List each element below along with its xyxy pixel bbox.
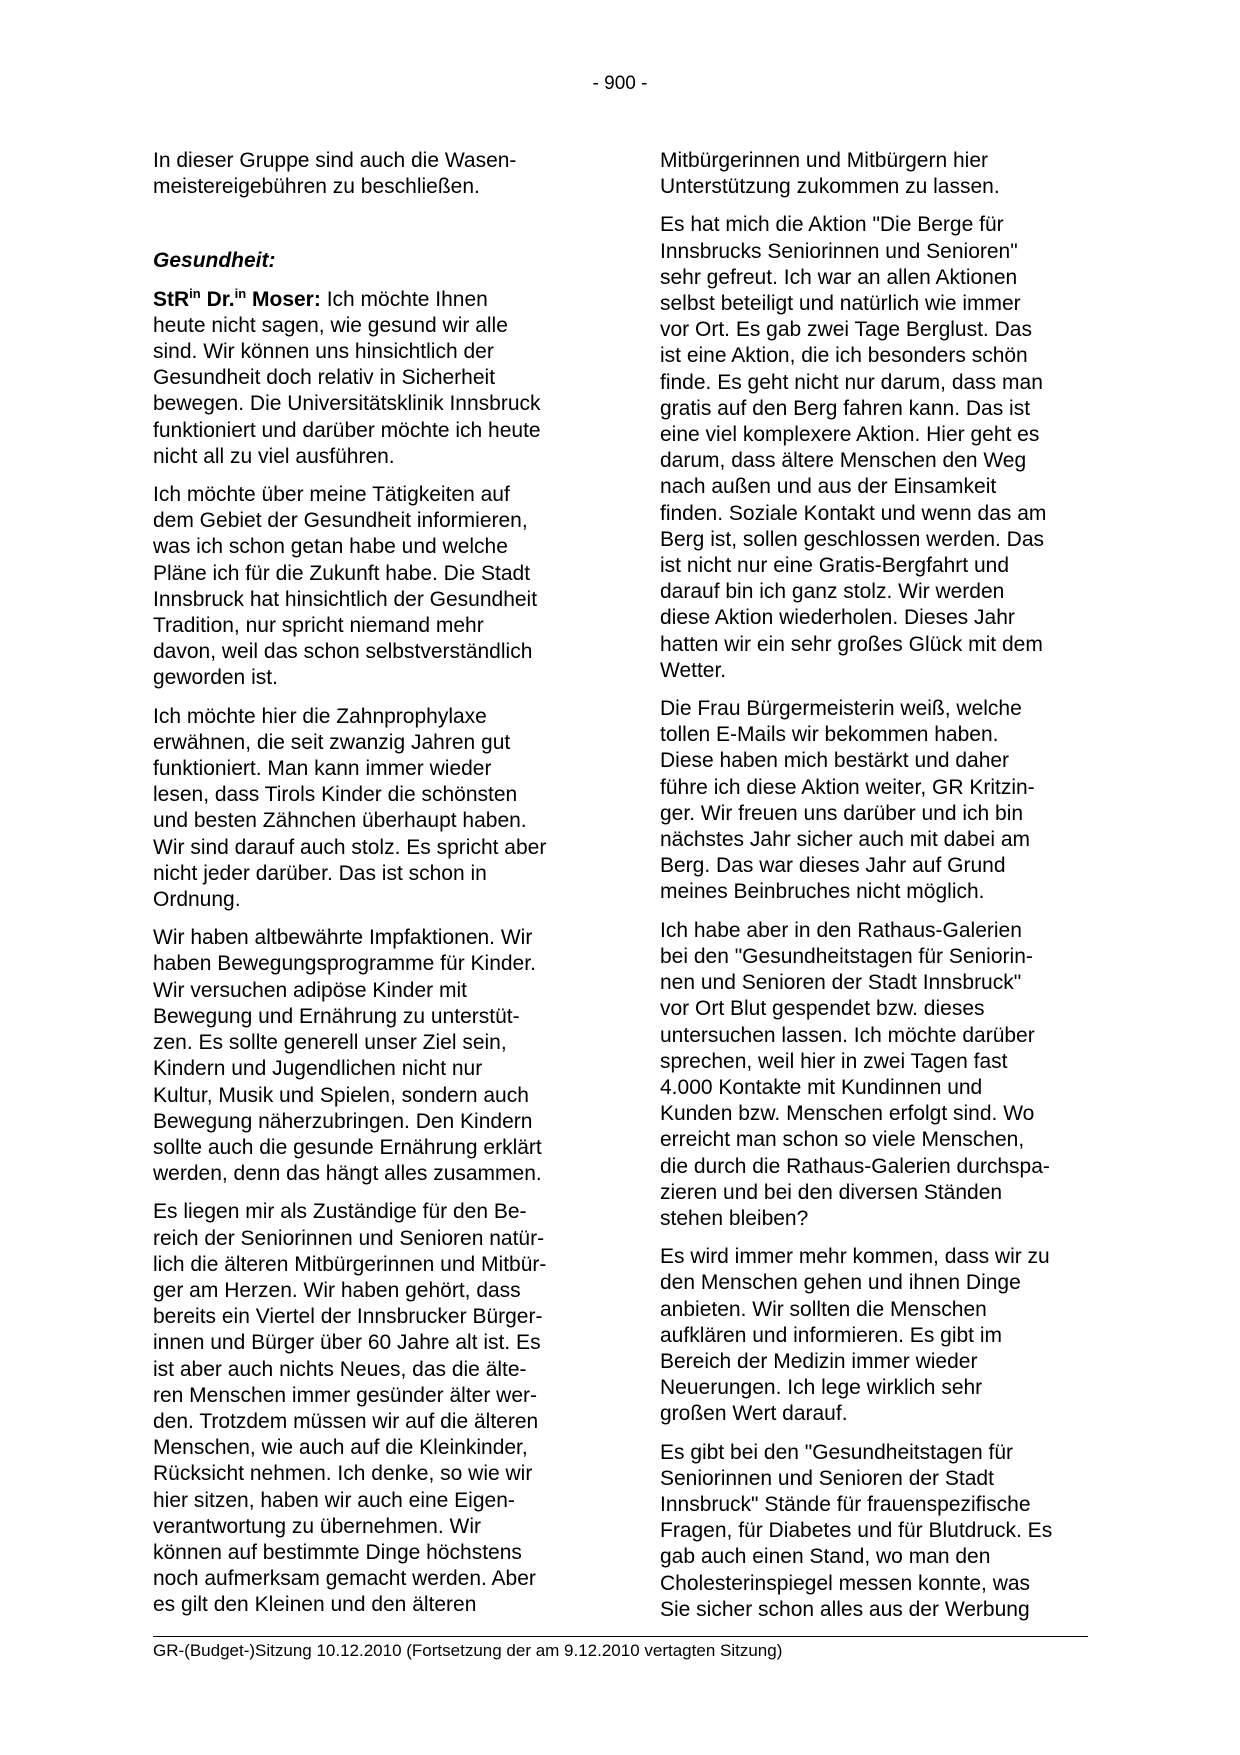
right-column <box>660 148 1100 1635</box>
text-line: ist aber auch nichts Neues, das die älte- <box>153 1357 527 1381</box>
speaker-line: StR$^{in}$ Dr.$^{in}$ Moser: Ich möchte Ihnen <box>153 285 488 311</box>
text-line: aufklären und informieren. Es gibt im <box>660 1323 1002 1347</box>
text-line: sprechen, weil hier in zwei Tagen fast <box>660 1049 1008 1073</box>
paragraph <box>660 918 1100 1232</box>
speaker-name: StR$^{in}$ Dr.$^{in}$ Moser: <box>153 285 321 311</box>
text-line: meistereigebühren zu beschließen. <box>153 175 480 199</box>
text-line: eine viel komplexere Aktion. Hier geht es <box>660 423 1040 447</box>
text-line: Berg ist, sollen geschlossen werden. Das <box>660 527 1045 551</box>
text-line: Bereich der Medizin immer wieder <box>660 1349 978 1373</box>
text-line: sollte auch die gesunde Ernährung erklärt <box>153 1135 542 1159</box>
text-line: nicht jeder darüber. Das ist schon in <box>153 861 487 885</box>
text-line: lesen, dass Tirols Kinder die schönsten <box>153 783 518 807</box>
text-line: innen und Bürger über 60 Jahre alt ist. Es <box>153 1331 541 1355</box>
speaker-paragraph <box>153 287 593 470</box>
text-line: führe ich diese Aktion weiter, GR Kritzin- <box>660 775 1035 799</box>
text-line: gratis auf den Berg fahren kann. Das ist <box>660 396 1031 420</box>
text-line: funktioniert. Man kann immer wieder <box>153 757 492 781</box>
text-line: hatten wir ein sehr großes Glück mit dem <box>660 632 1043 656</box>
text-line: selbst beteiligt und natürlich wie immer <box>660 292 1021 316</box>
text-line: finde. Es geht nicht nur darum, dass man <box>660 370 1043 394</box>
text-line: In dieser Gruppe sind auch die Wasen- <box>153 149 517 172</box>
text-line: ger. Wir freuen uns darüber und ich bin <box>660 801 1024 825</box>
text-line: ist nicht nur eine Gratis-Bergfahrt und <box>660 554 1010 578</box>
footer-text: GR-(Budget-)Sitzung 10.12.2010 (Fortsetzung der am 9.12.2010 vertagten Sitzung) <box>153 1641 783 1660</box>
text-line: darauf bin ich ganz stolz. Wir werden <box>660 580 1005 604</box>
text-line: Innsbruck hat hinsichtlich der Gesundheit <box>153 587 538 611</box>
text-line: großen Wert darauf. <box>660 1402 848 1426</box>
text-line: Die Frau Bürgermeisterin weiß, welche <box>660 697 1022 721</box>
text-line: gab auch einen Stand, wo man den <box>660 1545 991 1569</box>
text-line: nach außen und aus der Einsamkeit <box>660 475 997 499</box>
text-line: Bewegung und Ernährung zu unterstüt- <box>153 1004 520 1028</box>
text-line: Kunden bzw. Menschen erfolgt sind. Wo <box>660 1102 1035 1126</box>
text-line: finden. Soziale Kontakt und wenn das am <box>660 501 1047 525</box>
text-line: Menschen, wie auch auf die Kleinkinder, <box>153 1436 528 1460</box>
text-line: den. Trotzdem müssen wir auf die älteren <box>153 1409 539 1433</box>
text-line: verantwortung zu übernehmen. Wir <box>153 1514 481 1538</box>
text-line: vor Ort. Es gab zwei Tage Berglust. Das <box>660 318 1032 342</box>
text-line: und besten Zähnchen überhaupt haben. <box>153 809 527 833</box>
text-line: den Menschen gehen und ihnen Dinge <box>660 1271 1021 1295</box>
text-line: nächstes Jahr sicher auch mit dabei am <box>660 828 1031 852</box>
text-line: reich der Seniorinnen und Senioren natür- <box>153 1226 545 1250</box>
text-line: Es gibt bei den "Gesundheitstagen für <box>660 1440 1014 1464</box>
paragraph <box>660 148 1100 200</box>
text-line: erreicht man schon so viele Menschen, <box>660 1128 1025 1152</box>
text-line: hier sitzen, haben wir auch eine Eigen- <box>153 1488 515 1512</box>
text-line: zieren und bei den diversen Ständen <box>660 1180 1003 1204</box>
text-line: Rücksicht nehmen. Ich denke, so wie wir <box>153 1462 533 1486</box>
text-line: bereits ein Viertel der Innsbrucker Bürger- <box>153 1305 543 1329</box>
paragraph <box>153 482 593 692</box>
paragraph <box>660 212 1100 684</box>
text-line: Es wird immer mehr kommen, dass wir zu <box>660 1245 1050 1269</box>
text-line: bei den "Gesundheitstagen für Seniorin- <box>660 944 1033 968</box>
text-line: Unterstützung zukommen zu lassen. <box>660 175 1000 199</box>
text-line: geworden ist. <box>153 666 278 690</box>
text-line: die durch die Rathaus-Galerien durchspa- <box>660 1154 1050 1178</box>
text-line: untersuchen lassen. Ich möchte darüber <box>660 1023 1035 1047</box>
text-line: Tradition, nur spricht niemand mehr <box>153 614 484 638</box>
text-line: zen. Es sollte generell unser Ziel sein, <box>153 1031 507 1055</box>
paragraph <box>660 1244 1100 1427</box>
text-line: sind. Wir können uns hinsichtlich der <box>153 340 494 364</box>
speaker-paragraph-lines <box>153 313 593 470</box>
text-line: es gilt den Kleinen und den älteren <box>153 1593 477 1617</box>
text-line: Es hat mich die Aktion "Die Berge für <box>660 213 1004 237</box>
text-line: Bewegung näherzubringen. Den Kindern <box>153 1109 533 1133</box>
text-line: Pläne ich für die Zukunft habe. Die Stadt <box>153 561 531 585</box>
text-line: Wir sind darauf auch stolz. Es spricht aber <box>153 835 547 859</box>
text-line: Ich möchte über meine Tätigkeiten auf <box>153 483 510 507</box>
text-line: sehr gefreut. Ich war an allen Aktionen <box>660 265 1018 289</box>
text-line: Neuerungen. Ich lege wirklich sehr <box>660 1376 983 1400</box>
text-line: diese Aktion wiederholen. Dieses Jahr <box>660 606 1015 630</box>
text-line: Mitbürgerinnen und Mitbürgern hier <box>660 149 989 172</box>
text-line: anbieten. Wir sollten die Menschen <box>660 1297 987 1321</box>
text-line: davon, weil das schon selbstverständlich <box>153 640 533 664</box>
text-line: Fragen, für Diabetes und für Blutdruck. Es <box>660 1519 1053 1543</box>
text-line: werden, denn das hängt alles zusammen. <box>153 1162 542 1186</box>
text-line: Sie sicher schon alles aus der Werbung <box>660 1597 1030 1621</box>
text-line: Kultur, Musik und Spielen, sondern auch <box>153 1083 529 1107</box>
text-line: dem Gebiet der Gesundheit informieren, <box>153 509 528 533</box>
text-line: Seniorinnen und Senioren der Stadt <box>660 1466 994 1490</box>
page-number: - 900 - <box>592 73 648 94</box>
text-line: bewegen. Die Universitätsklinik Innsbruck <box>153 392 541 416</box>
text-line: Es liegen mir als Zuständige für den Be- <box>153 1200 527 1224</box>
text-line: Gesundheit doch relativ in Sicherheit <box>153 366 496 390</box>
footer-divider <box>153 1636 1088 1637</box>
text-line: stehen bleiben? <box>660 1206 809 1230</box>
paragraph <box>153 1199 593 1618</box>
text-line: ist eine Aktion, die ich besonders schön <box>660 344 1028 368</box>
text-line: nen und Senioren der Stadt Innsbruck" <box>660 971 1022 995</box>
text-line: Kindern und Jugendlichen nicht nur <box>153 1057 483 1081</box>
left-column <box>153 148 593 1631</box>
text-line: Ich möchte hier die Zahnprophylaxe <box>153 704 487 728</box>
text-line: erwähnen, die seit zwanzig Jahren gut <box>153 730 511 754</box>
text-line: Innsbruck" Stände für frauenspezifische <box>660 1492 1031 1516</box>
text-line: Ich habe aber in den Rathaus-Galerien <box>660 918 1022 942</box>
text-line: heute nicht sagen, wie gesund wir alle <box>153 313 508 337</box>
text-line: Cholesterinspiegel messen konnte, was <box>660 1571 1031 1595</box>
paragraph <box>153 925 593 1187</box>
text-line: können auf bestimmte Dinge höchstens <box>153 1540 522 1564</box>
text-line: Wir haben altbewährte Impfaktionen. Wir <box>153 926 533 950</box>
text-line: funktioniert und darüber möchte ich heute <box>153 418 541 442</box>
text-line: ren Menschen immer gesünder älter wer- <box>153 1383 537 1407</box>
text-line: Innsbrucks Seniorinnen und Senioren" <box>660 239 1018 263</box>
paragraph <box>660 1440 1100 1623</box>
paragraph <box>660 696 1100 906</box>
paragraph <box>153 704 593 914</box>
text-line: Ordnung. <box>153 888 241 912</box>
text-line: 4.000 Kontakte mit Kundinnen und <box>660 1075 983 1099</box>
text-line: nicht all zu viel ausführen. <box>153 444 395 468</box>
text-line: haben Bewegungsprogramme für Kinder. <box>153 952 536 976</box>
text-line: Wetter. <box>660 658 727 682</box>
text-line: Diese haben mich bestärkt und daher <box>660 749 1010 773</box>
text-line: lich die älteren Mitbürgerinnen und Mitbür- <box>153 1252 547 1276</box>
section-heading: Gesundheit: <box>153 249 276 273</box>
text-line: noch aufmerksam gemacht werden. Aber <box>153 1567 536 1591</box>
text-line: was ich schon getan habe und welche <box>153 535 508 559</box>
text-line: darum, dass ältere Menschen den Weg <box>660 449 1027 473</box>
text-line: Berg. Das war dieses Jahr auf Grund <box>660 854 1006 878</box>
text-line: meines Beinbruches nicht möglich. <box>660 880 985 904</box>
text-line: vor Ort Blut gespendet bzw. dieses <box>660 997 985 1021</box>
intro-paragraph <box>153 148 593 200</box>
text-line: Wir versuchen adipöse Kinder mit <box>153 978 467 1002</box>
text-line: tollen E-Mails wir bekommen haben. <box>660 723 999 747</box>
text-line: ger am Herzen. Wir haben gehört, dass <box>153 1278 521 1302</box>
